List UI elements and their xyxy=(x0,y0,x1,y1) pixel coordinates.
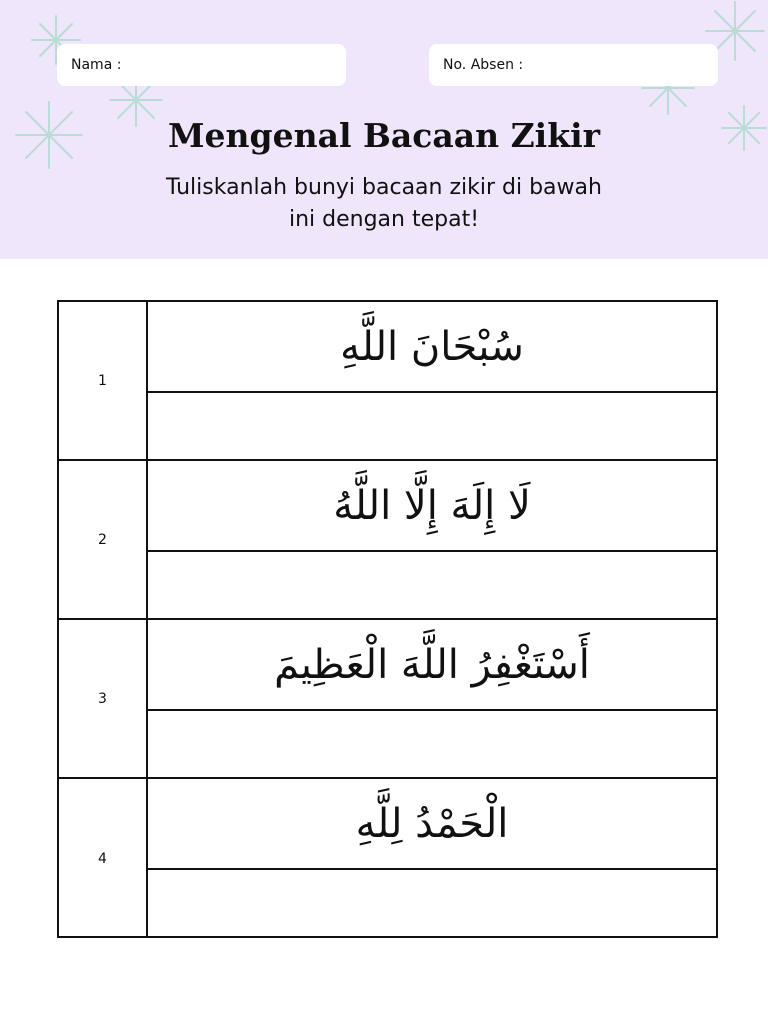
attendance-number-field[interactable] xyxy=(429,44,718,86)
instructions-line-2: ini dengan tepat! xyxy=(288,207,480,232)
attendance-number-label: No. Absen : xyxy=(443,57,524,73)
arabic-text: لَا إِلَهَ إِلَّا اللَّهُ xyxy=(148,461,716,552)
name-field[interactable] xyxy=(57,44,346,86)
table-row xyxy=(59,620,716,779)
table-row xyxy=(59,779,716,938)
arabic-text: أَسْتَغْفِرُ اللَّهَ الْعَظِيمَ xyxy=(148,620,716,711)
answer-box[interactable] xyxy=(148,552,716,618)
answer-box[interactable] xyxy=(148,870,716,936)
answer-box[interactable] xyxy=(148,711,716,777)
instructions xyxy=(104,172,664,236)
row-number: 3 xyxy=(59,620,148,777)
name-field-label: Nama : xyxy=(71,57,122,73)
row-number: 1 xyxy=(59,302,148,459)
table-row xyxy=(59,302,716,461)
row-number: 4 xyxy=(59,779,148,938)
zikir-table xyxy=(57,300,718,938)
arabic-text: الْحَمْدُ لِلَّهِ xyxy=(148,779,716,870)
header-banner xyxy=(0,0,768,259)
table-row xyxy=(59,461,716,620)
arabic-text: سُبْحَانَ اللَّهِ xyxy=(148,302,716,393)
page-title: Mengenal Bacaan Zikir xyxy=(167,116,600,155)
answer-box[interactable] xyxy=(148,393,716,459)
row-number: 2 xyxy=(59,461,148,618)
instructions-line-1: Tuliskanlah bunyi bacaan zikir di bawah xyxy=(166,175,602,200)
